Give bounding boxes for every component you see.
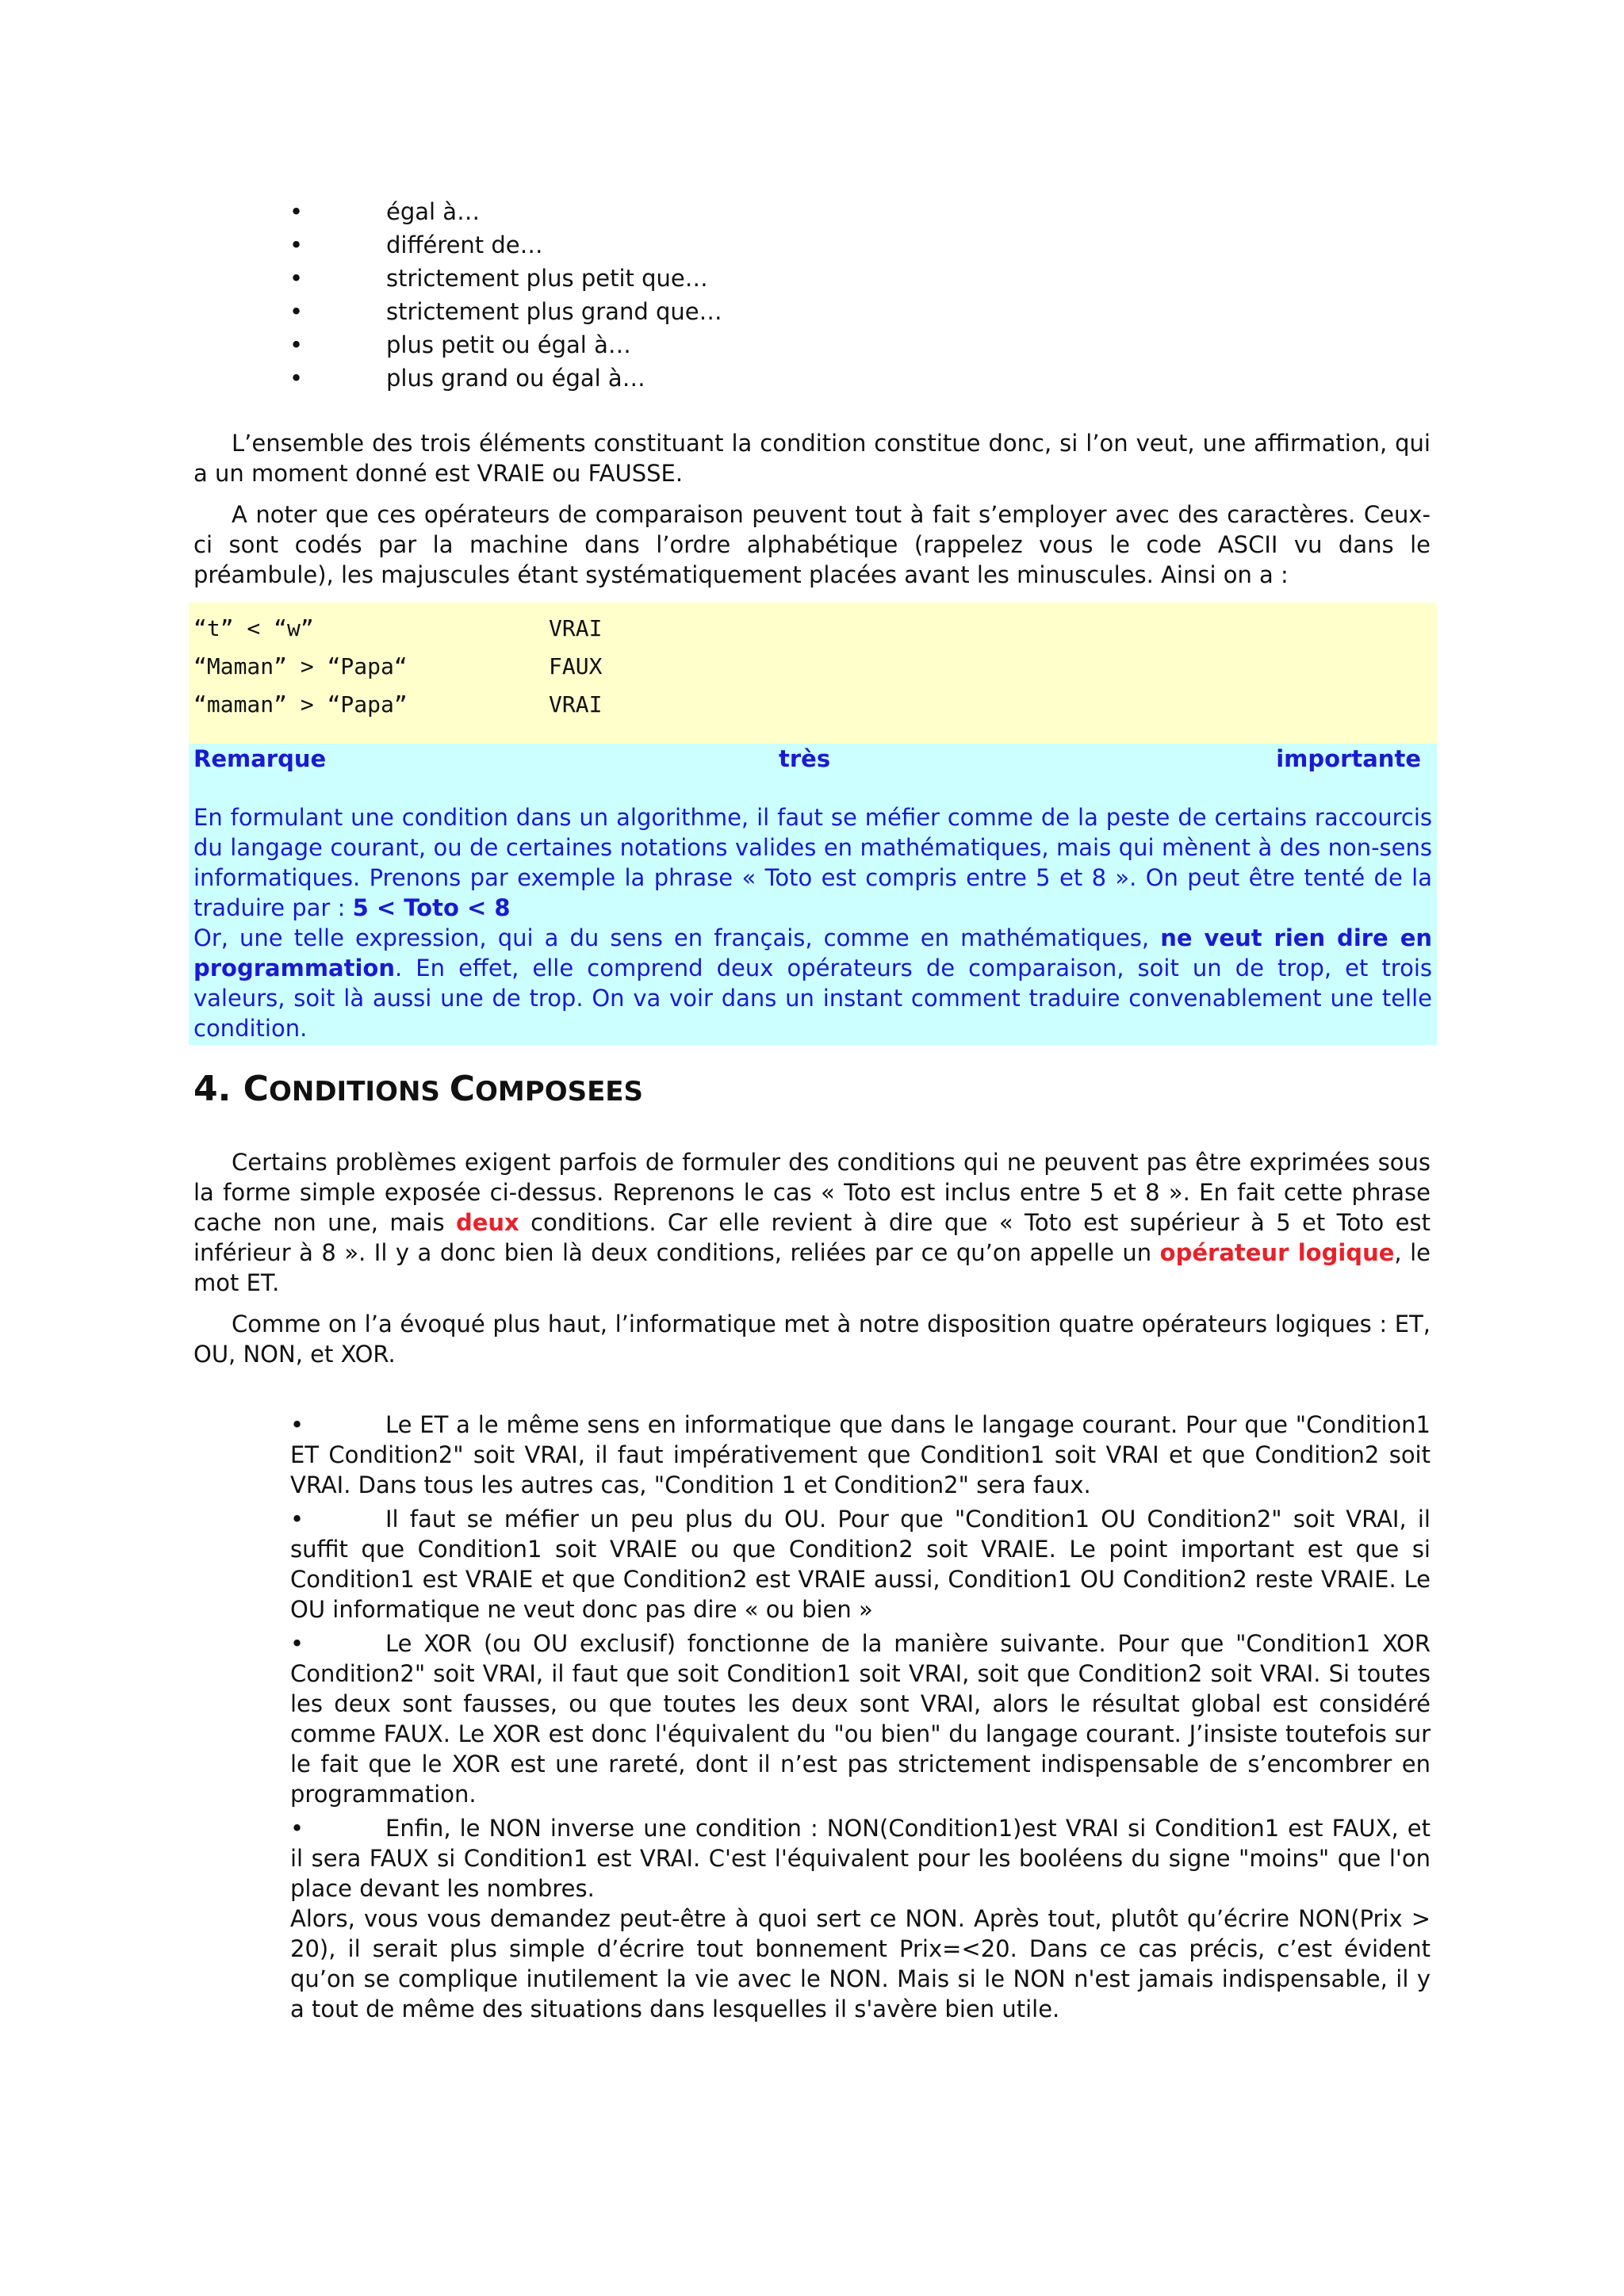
section-heading (193, 1069, 643, 1109)
heading-smallcaps: OMPOSEES (475, 1076, 644, 1108)
bullet-icon: • (289, 198, 304, 225)
paragraph-ensemble: L’ensemble des trois éléments constituant la condition constitue donc, si l’on veut, une affirmation, qui a un moment donné est VRAIE ou FAUSSE. (193, 430, 1431, 487)
highlight-operateur-logique: opérateur logique (1159, 1239, 1395, 1266)
list-item-label: plus grand ou égal à… (386, 365, 645, 392)
remark-title-word: très (779, 745, 831, 772)
bullet-icon: • (289, 365, 304, 392)
bullet-text: Il faut se méfier un peu plus du OU. Pour que "Condition1 OU Condition2" soit VRAI, il suffit que Condition1 soit VRAIE ou que Condition2 soit VRAIE. Le point important est que si Condition1 est VRAIE et que Condition2 est VRAIE aussi, Condition1 OU Condition2 reste VRAIE. Le OU informatique ne veut donc pas dire « ou bien » (290, 1506, 1431, 1623)
paragraph-conditions-composees (193, 1147, 1431, 1298)
bullet-icon: • (289, 232, 304, 258)
remark-title-word: importante (1276, 745, 1421, 772)
logic-bullet-ou (290, 1504, 1431, 1624)
list-item-label: strictement plus petit que… (386, 265, 708, 292)
bullet-icon: • (290, 1506, 304, 1533)
remark-title-word: Remarque (193, 745, 327, 772)
heading-cap: C (449, 1069, 476, 1109)
paragraph-text: conditions. Car elle revient à dire que « Toto est supérieur à 5 et Toto est inférieur à 8 ». Il y a donc bien là deux conditions, reliées par ce qu’on appelle un (193, 1209, 1431, 1266)
bullet-text: Alors, vous vous demandez peut-être à quoi sert ce NON. Après tout, plutôt qu’écrire NON(Prix > 20), il serait plus simple d’écrire tout bonnement Prix=<20. Dans ce cas précis, c’est évident qu’on se complique inutilement la vie avec le NON. Mais si le NON n'est jamais indispensable, il y a tout de même des situations dans lesquelles il s'avère bien utile. (290, 1905, 1431, 2022)
logic-bullet-xor (290, 1628, 1431, 1809)
code-result: FAUX (549, 653, 603, 679)
bullet-text: Le ET a le même sens en informatique que dans le langage courant. Pour que "Condition1 ET Condition2" soit VRAI, il faut impérativement que Condition1 soit VRAI et que Condition2 soit VRAI. Dans tous les autres cas, "Condition 1 et Condition2" sera faux. (290, 1411, 1431, 1498)
list-item-label: plus petit ou égal à… (386, 331, 631, 358)
bullet-text: Le XOR (ou OU exclusif) fonctionne de la manière suivante. Pour que "Condition1 XOR Condition2" soit VRAI, il faut que soit Condition1 soit VRAI, soit que Condition2 soit VRAI. Si toutes les deux sont fausses, ou que toutes les deux sont VRAI, alors le résultat global est considéré comme FAUX. Le XOR est donc l'équivalent du "ou bien" du langage courant. J’insiste toutefois sur le fait que le XOR est une rareté, dont il n’est pas strictement indispensable de s’encombrer en programmation. (290, 1630, 1431, 1808)
code-expression: “maman” > “Papa” (193, 691, 408, 718)
highlight-deux: deux (455, 1209, 519, 1236)
code-example-box (189, 603, 1437, 744)
paragraph-operateurs: Comme on l’a évoqué plus haut, l’informatique met à notre disposition quatre opérateurs logiques : ET, OU, NON, et XOR. (193, 1311, 1431, 1368)
code-result: VRAI (549, 615, 603, 641)
bullet-icon: • (289, 331, 304, 358)
remark-text: En formulant une condition dans un algorithme, il faut se méfier comme de la peste de certains raccourcis du langage courant, ou de certaines notations valides en mathématiques, mais qui mènent à des non-sens informatiques. Prenons par exemple la phrase « Toto est compris entre 5 et 8 ». On peut être tenté de la traduire par : (193, 804, 1432, 921)
bullet-text: Enfin, le NON inverse une condition : NON(Condition1)est VRAI si Condition1 est FAUX, et il sera FAUX si Condition1 est VRAI. C'est l'équivalent pour les booléens du signe "moins" que l'on place devant les nombres. (290, 1815, 1431, 1902)
list-item-label: strictement plus grand que… (386, 298, 722, 325)
remark-formula: 5 < Toto < 8 (352, 894, 511, 921)
paragraph-block (193, 1147, 1431, 1369)
logic-bullet-et (290, 1410, 1431, 1500)
heading-smallcaps: ONDITIONS (268, 1076, 450, 1108)
heading-cap: C (243, 1069, 269, 1109)
section-number: 4. (193, 1069, 232, 1109)
paragraph-text: Certains problèmes exigent parfois de formuler des conditions qui ne peuvent pas être exprimées sous la forme simple exposée ci-dessus. Reprenons le cas « Toto est inclus entre 5 et 8 ». En fait cette phrase cache non une, mais (193, 1149, 1431, 1236)
paragraph-text: , le mot ET. (193, 1239, 1431, 1296)
remark-body (193, 802, 1432, 1043)
remark-text: . En effet, elle comprend deux opérateurs de comparaison, soit un de trop, et trois valeurs, soit là aussi une de trop. On va voir dans un instant comment traduire convenablement une telle condition. (193, 955, 1432, 1042)
remark-title (193, 744, 1432, 774)
bullet-icon: • (290, 1411, 304, 1438)
remark-text: Or, une telle expression, qui a du sens en français, comme en mathématiques, (193, 924, 1150, 951)
remark-box (189, 744, 1437, 1045)
list-item-label: différent de… (386, 232, 543, 258)
logic-bullet-non (290, 1813, 1431, 2024)
paragraph-caracteres: A noter que ces opérateurs de comparaison peuvent tout à fait s’employer avec des caractères. Ceux-ci sont codés par la machine dans l’ordre alphabétique (rappelez vous le code ASCII vu dans le préambule), les majuscules étant systématiquement placées avant les minuscules. Ainsi on a : (193, 501, 1431, 588)
remark-emphasis: ne veut rien dire en programmation (193, 924, 1433, 982)
bullet-icon: • (290, 1630, 304, 1657)
list-item-label: égal à… (386, 198, 481, 225)
bullet-icon: • (290, 1815, 304, 1842)
bullet-icon: • (289, 265, 304, 292)
code-result: VRAI (549, 691, 603, 718)
code-expression: “Maman” > “Papa“ (193, 653, 408, 679)
paragraph-block (193, 428, 1431, 590)
bullet-icon: • (289, 298, 304, 325)
code-expression: “t” < “w” (193, 615, 314, 641)
